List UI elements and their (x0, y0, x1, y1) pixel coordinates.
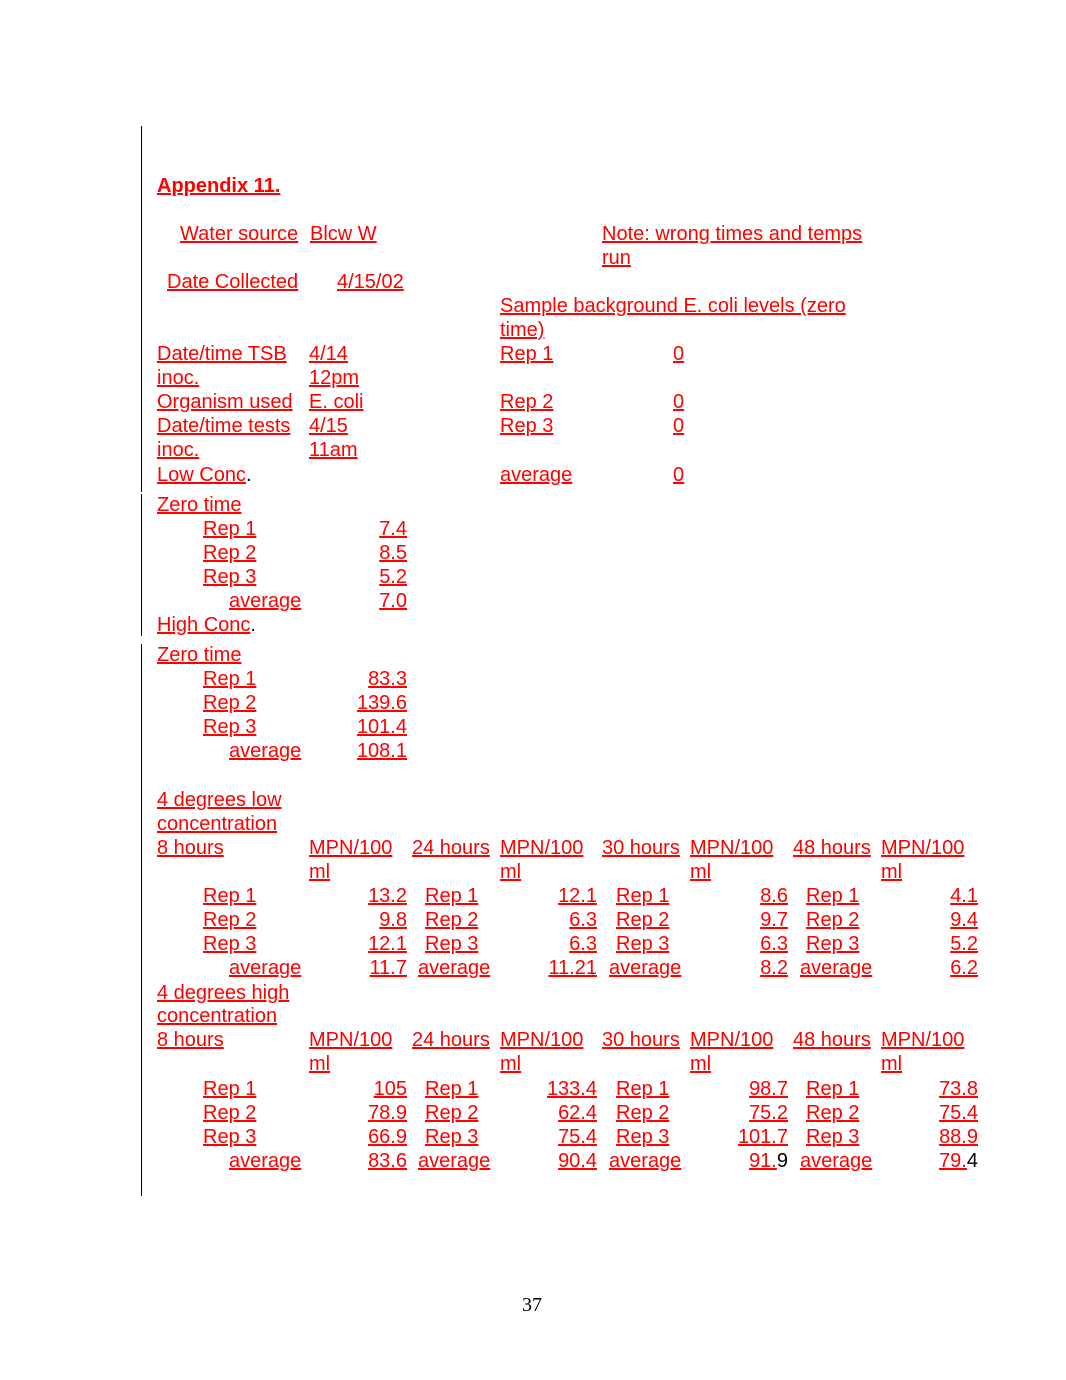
high-zero-time: Zero time (157, 644, 242, 666)
low4-row1-value-c2: 12.1 (558, 885, 597, 907)
high4-unit-3: MPN/100 (690, 1029, 774, 1051)
tests-value-line-1: 4/15 (309, 415, 348, 437)
high-rep1-value: 83.3 (368, 668, 407, 690)
low4-row3-value-c2: 6.3 (569, 933, 597, 955)
high4-row3-label-c2: Rep 3 (425, 1126, 479, 1148)
high4-unit-4: MPN/100 (881, 1029, 965, 1051)
low-rep3-label: Rep 3 (203, 566, 257, 588)
background-average-label: average (500, 464, 573, 486)
change-bar-bottom (141, 644, 142, 1196)
high4-average-value-c4-red: 79. (939, 1150, 967, 1172)
low-rep2-value: 8.5 (379, 542, 407, 564)
low4-row1-value-c4: 4.1 (950, 885, 978, 907)
high4-unit-2-ml: ml (500, 1053, 522, 1075)
high4-row3-value-c4: 88.9 (939, 1126, 978, 1148)
high4-row2-value-c1: 78.9 (368, 1102, 407, 1124)
low-average-label: average (229, 590, 302, 612)
low4-row2-value-c4: 9.4 (950, 909, 978, 931)
low4-row2-value-c2: 6.3 (569, 909, 597, 931)
high4-hours-48: 48 hours (793, 1029, 871, 1051)
high4-hours-24: 24 hours (412, 1029, 490, 1051)
appendix-title: Appendix 11. (157, 175, 281, 197)
low4-row2-label-c4: Rep 2 (806, 909, 860, 931)
low4-hours-24: 24 hours (412, 837, 490, 859)
low4-unit-4-ml: ml (881, 861, 903, 883)
high4-hours-30: 30 hours (602, 1029, 680, 1051)
low4-row2-label-c3: Rep 2 (616, 909, 670, 931)
high4-unit-3-ml: ml (690, 1053, 712, 1075)
low-zero-time: Zero time (157, 494, 242, 516)
page-number: 37 (522, 1294, 542, 1316)
tests-label-line-1: Date/time tests (157, 415, 291, 437)
low4-average-value-c2: 11.21 (548, 957, 597, 979)
high4-title-line-1: 4 degrees high (157, 982, 290, 1004)
high4-row2-label-c1: Rep 2 (203, 1102, 257, 1124)
high4-unit-1: MPN/100 (309, 1029, 393, 1051)
low4-unit-4: MPN/100 (881, 837, 965, 859)
water-source-value: Blcw W (310, 223, 377, 245)
low-rep1-value: 7.4 (379, 518, 407, 540)
high4-row1-label-c1: Rep 1 (203, 1078, 257, 1100)
low4-title-line-1: 4 degrees low (157, 789, 282, 811)
low4-row3-value-c4: 5.2 (950, 933, 978, 955)
low4-row3-value-c1: 12.1 (368, 933, 407, 955)
low4-row1-label-c3: Rep 1 (616, 885, 670, 907)
low4-hours-48: 48 hours (793, 837, 871, 859)
background-rep2-label: Rep 2 (500, 391, 554, 413)
note-line-1: Note: wrong times and temps (602, 223, 863, 245)
low4-unit-2: MPN/100 (500, 837, 584, 859)
low4-average-label-c4: average (800, 957, 873, 979)
background-title-line-1: Sample background E. coli levels (zero (500, 295, 846, 317)
background-title-line-2: time) (500, 319, 545, 341)
low-conc-heading-text: Low Conc (157, 464, 246, 486)
low4-row3-label-c3: Rep 3 (616, 933, 670, 955)
high4-row1-label-c3: Rep 1 (616, 1078, 670, 1100)
high4-row1-label-c4: Rep 1 (806, 1078, 860, 1100)
low4-unit-3: MPN/100 (690, 837, 774, 859)
high4-average-label-c1: average (229, 1150, 302, 1172)
low4-unit-3-ml: ml (690, 861, 712, 883)
tests-label-line-2: inoc. (157, 439, 200, 461)
high4-row3-value-c3: 101.7 (737, 1126, 788, 1148)
high4-average-value-c3 (749, 1149, 788, 1173)
high-conc-heading-text: High Conc (157, 614, 251, 636)
background-rep1-label: Rep 1 (500, 343, 554, 365)
low-rep2-label: Rep 2 (203, 542, 257, 564)
high4-average-label-c4: average (800, 1150, 873, 1172)
high4-row1-value-c4: 73.8 (939, 1078, 978, 1100)
low4-row1-value-c1: 13.2 (368, 885, 407, 907)
low4-unit-1: MPN/100 (309, 837, 393, 859)
low4-average-label-c2: average (418, 957, 491, 979)
high4-average-value-c3-tail: 9 (776, 1150, 788, 1172)
high4-average-label-c2: average (418, 1150, 491, 1172)
high4-row2-label-c2: Rep 2 (425, 1102, 479, 1124)
high4-row2-label-c4: Rep 2 (806, 1102, 860, 1124)
high4-average-value-c3-red: 91. (749, 1150, 777, 1172)
background-average-value: 0 (673, 464, 685, 486)
high4-row3-label-c4: Rep 3 (806, 1126, 860, 1148)
high-rep2-value: 139.6 (356, 692, 407, 714)
high4-average-value-c4-tail: 4 (966, 1150, 978, 1172)
high4-row1-label-c2: Rep 1 (425, 1078, 479, 1100)
organism-label: Organism used (157, 391, 293, 413)
low4-unit-1-ml: ml (309, 861, 331, 883)
low4-average-value-c4: 6.2 (950, 957, 978, 979)
date-collected-label: Date Collected (167, 271, 299, 293)
low4-row2-value-c1: 9.8 (379, 909, 407, 931)
high4-row2-value-c2: 62.4 (558, 1102, 597, 1124)
high-rep2-label: Rep 2 (203, 692, 257, 714)
high4-average-value-c2: 90.4 (558, 1150, 597, 1172)
low4-unit-2-ml: ml (500, 861, 522, 883)
low4-row2-label-c2: Rep 2 (425, 909, 479, 931)
high4-row2-value-c4: 75.4 (939, 1102, 978, 1124)
low4-hours-30: 30 hours (602, 837, 680, 859)
high4-row3-value-c2: 75.4 (558, 1126, 597, 1148)
high-conc-heading-period: . (250, 614, 256, 636)
low-conc-heading-period: . (245, 464, 252, 486)
low4-title-line-2: concentration (157, 813, 278, 835)
tests-value-line-2: 11am (309, 439, 358, 461)
note-line-2: run (602, 247, 631, 269)
high4-row2-value-c3: 75.2 (749, 1102, 788, 1124)
high4-unit-1-ml: ml (309, 1053, 331, 1075)
tsb-value-line-2: 12pm (309, 367, 360, 389)
high4-row3-label-c1: Rep 3 (203, 1126, 257, 1148)
low4-row2-value-c3: 9.7 (760, 909, 788, 931)
high-rep1-label: Rep 1 (203, 668, 257, 690)
high4-hours-8: 8 hours (157, 1029, 224, 1051)
high4-row1-value-c3: 98.7 (749, 1078, 788, 1100)
low4-row3-label-c2: Rep 3 (425, 933, 479, 955)
high-average-label: average (229, 740, 302, 762)
low4-average-label-c1: average (229, 957, 302, 979)
high4-row2-label-c3: Rep 2 (616, 1102, 670, 1124)
low4-average-value-c1: 11.7 (369, 957, 407, 979)
low4-row1-label-c1: Rep 1 (203, 885, 257, 907)
low4-average-value-c3: 8.2 (760, 957, 788, 979)
low4-row3-label-c1: Rep 3 (203, 933, 257, 955)
high4-row1-value-c2: 133.4 (546, 1078, 597, 1100)
high4-title-line-2: concentration (157, 1005, 278, 1027)
background-rep3-label: Rep 3 (500, 415, 554, 437)
tsb-label-line-1: Date/time TSB (157, 343, 287, 365)
high4-average-label-c3: average (609, 1150, 682, 1172)
high-average-value: 108.1 (356, 740, 407, 762)
tsb-label-line-2: inoc. (157, 367, 200, 389)
high4-average-value-c4 (939, 1149, 978, 1173)
change-bar-low (141, 494, 142, 636)
high-rep3-value: 101.4 (356, 716, 407, 738)
high-conc-heading (157, 613, 256, 637)
change-bar-top (141, 126, 142, 492)
background-rep2-value: 0 (673, 391, 685, 413)
organism-value: E. coli (309, 391, 364, 413)
high4-unit-2: MPN/100 (500, 1029, 584, 1051)
water-source-label: Water source (180, 223, 299, 245)
low-average-value: 7.0 (379, 590, 407, 612)
background-rep1-value: 0 (673, 343, 685, 365)
low-rep3-value: 5.2 (379, 566, 407, 588)
low-conc-heading (157, 463, 252, 487)
high4-unit-4-ml: ml (881, 1053, 903, 1075)
low4-row3-label-c4: Rep 3 (806, 933, 860, 955)
high4-average-value-c1: 83.6 (368, 1150, 407, 1172)
background-rep3-value: 0 (673, 415, 685, 437)
high4-row3-label-c3: Rep 3 (616, 1126, 670, 1148)
low4-average-label-c3: average (609, 957, 682, 979)
low4-row2-label-c1: Rep 2 (203, 909, 257, 931)
high4-row3-value-c1: 66.9 (368, 1126, 407, 1148)
low4-row1-label-c4: Rep 1 (806, 885, 860, 907)
low4-row3-value-c3: 6.3 (760, 933, 788, 955)
low4-hours-8: 8 hours (157, 837, 224, 859)
low-rep1-label: Rep 1 (203, 518, 257, 540)
low4-row1-value-c3: 8.6 (760, 885, 788, 907)
high4-row1-value-c1: 105 (373, 1078, 407, 1100)
high-rep3-label: Rep 3 (203, 716, 257, 738)
low4-row1-label-c2: Rep 1 (425, 885, 479, 907)
date-collected-value: 4/15/02 (337, 271, 404, 293)
tsb-value-line-1: 4/14 (309, 343, 348, 365)
